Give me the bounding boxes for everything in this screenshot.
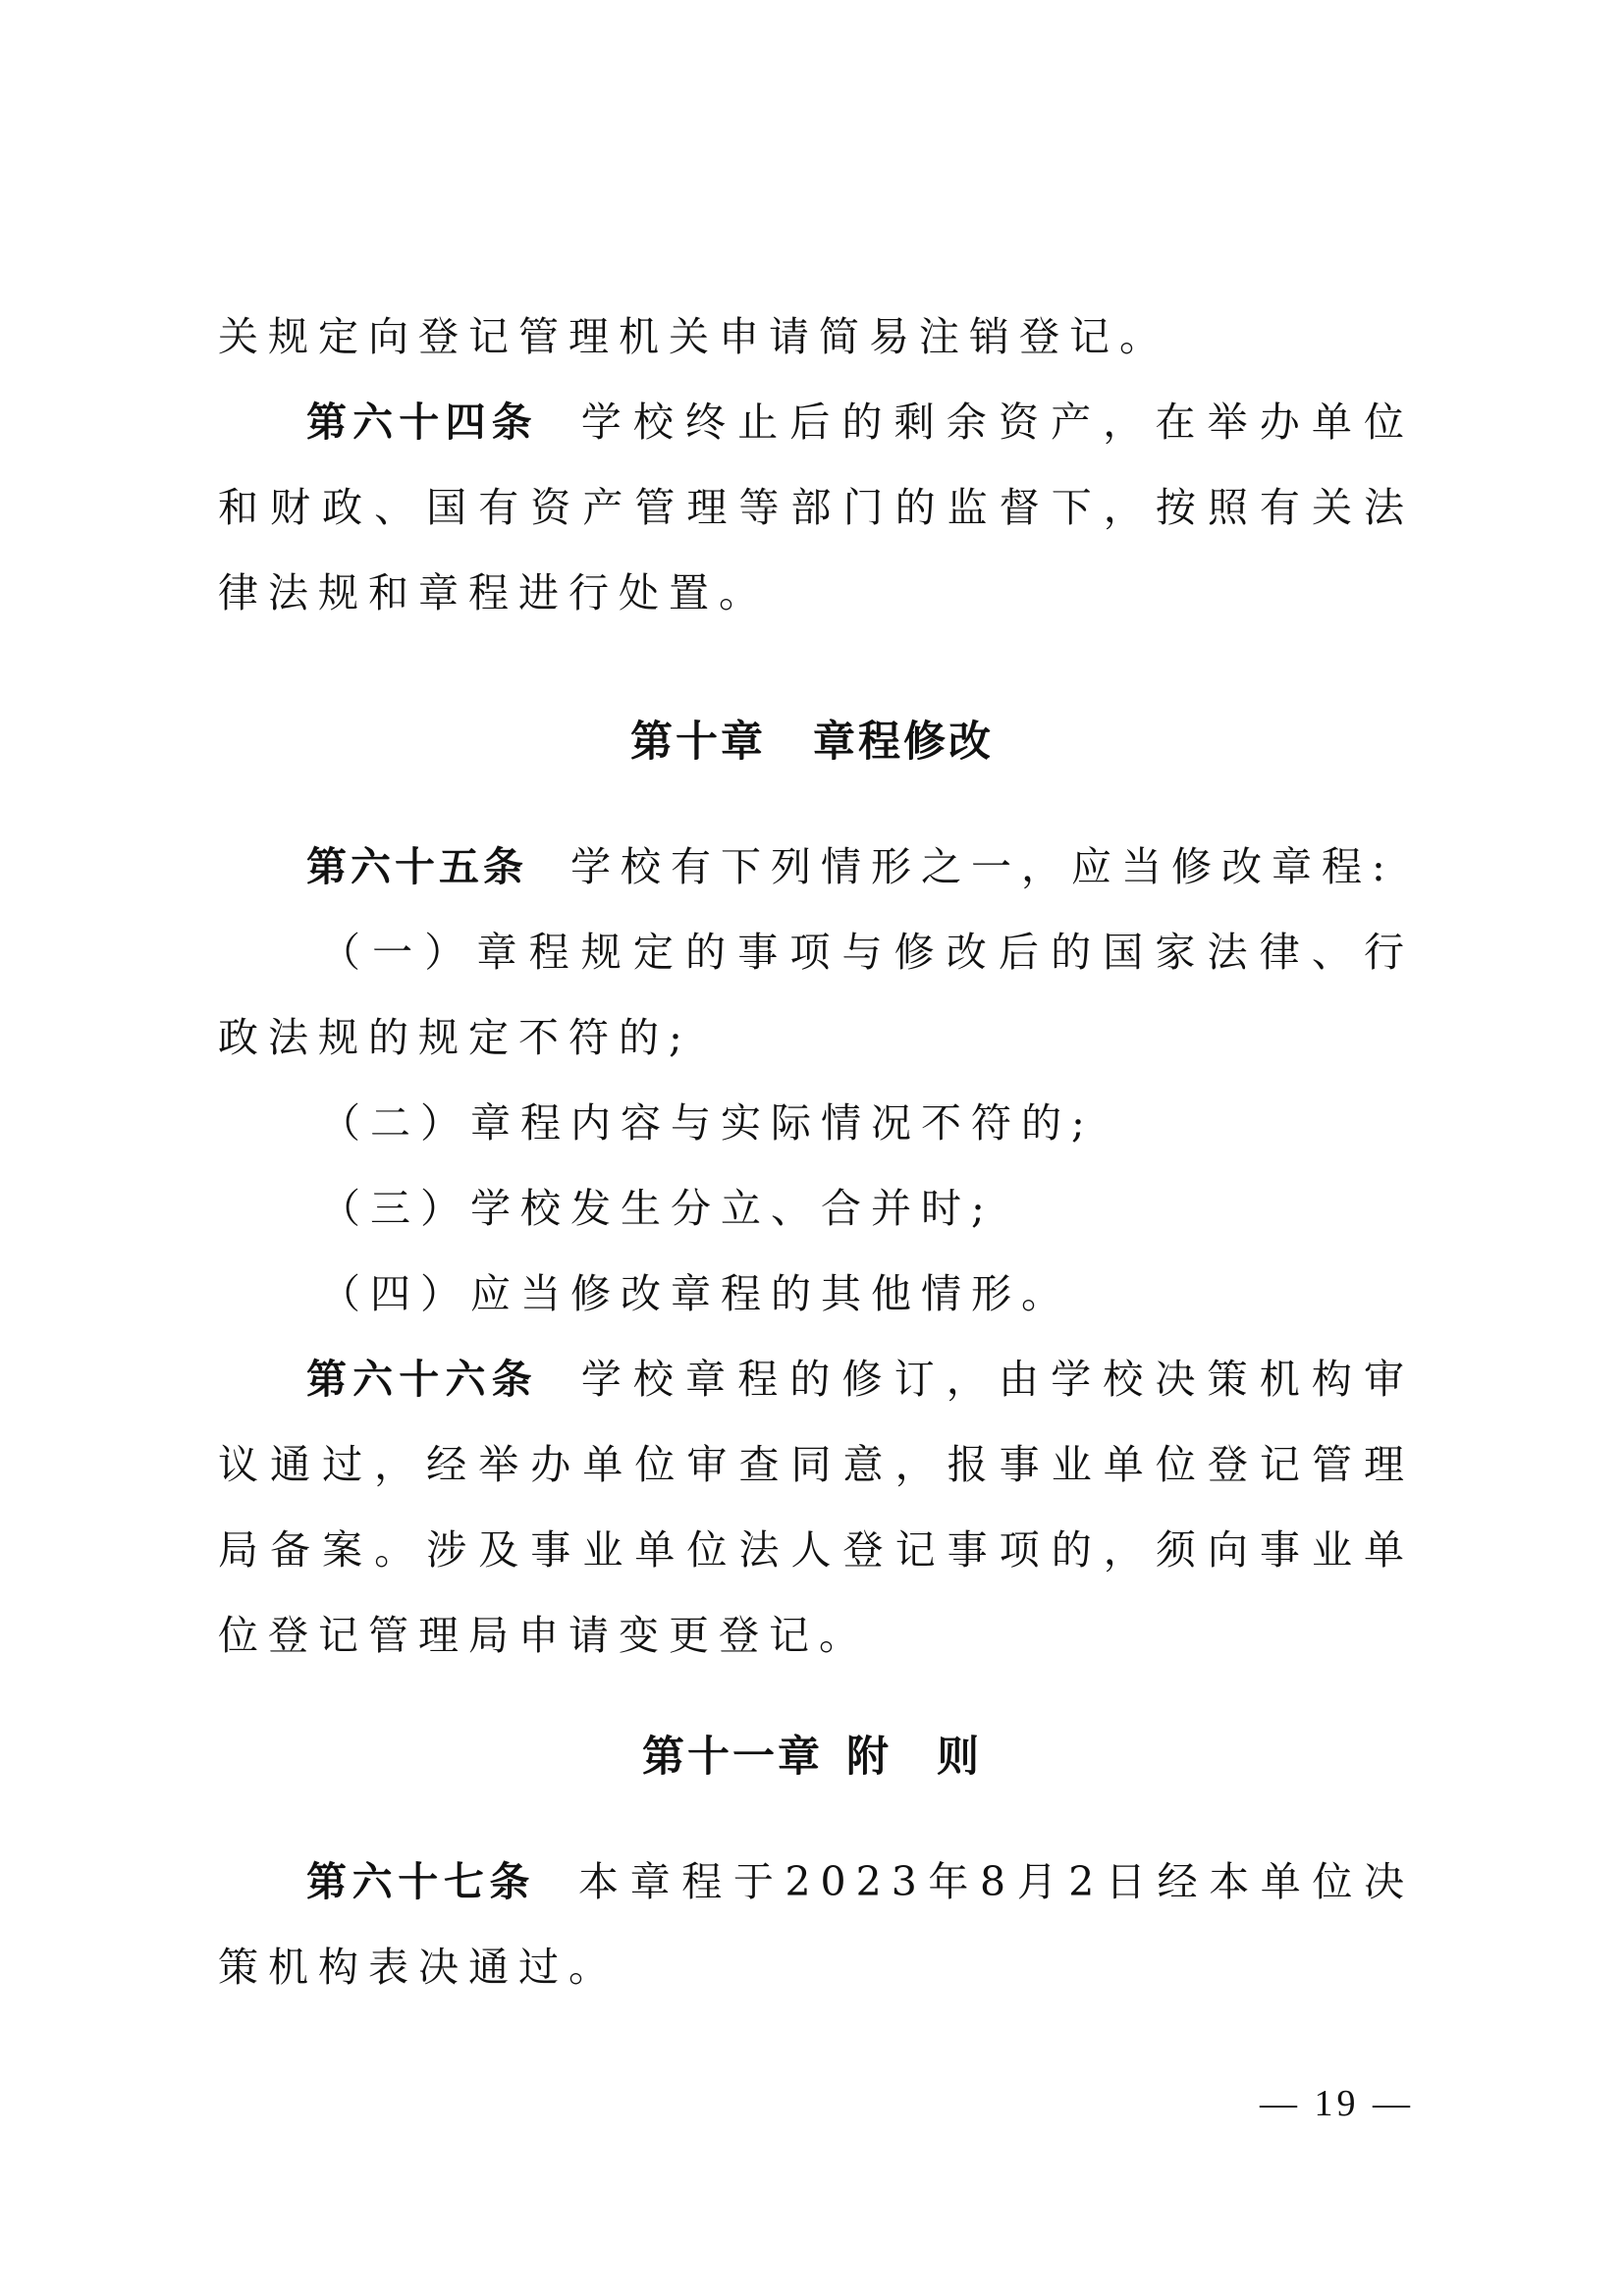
chapter-10-heading: [0, 713, 1624, 772]
article-67-label: 第六十七条: [306, 1858, 536, 1905]
chapter-11-heading: [0, 1728, 1624, 1787]
article-67-text: 本章程于2023年8月2日经本单位决策机构表决通过。: [218, 1858, 1415, 1991]
chapter-10-title: 章程修改: [813, 718, 994, 767]
article-65-item-3: （三）学校发生分立、合并时;: [320, 1185, 995, 1232]
article-64: [218, 380, 1414, 636]
article-65-text: 学校有下列情形之一，应当修改章程:: [570, 843, 1395, 890]
page-number: — 19 —: [1260, 2083, 1414, 2124]
article-67: [218, 1840, 1414, 2010]
article-65-item-4: （四）应当修改章程的其他情形。: [320, 1270, 1071, 1317]
article-65-label: 第六十五条: [306, 843, 527, 890]
article-64-text: 学校终止后的剩余资产，在举办单位和财政、国有资产管理等部门的监督下，按照有关法律法规和章程进行处置。: [218, 399, 1414, 616]
chapter-10-number: 第十章: [630, 718, 766, 767]
article-64-label: 第六十四条: [306, 399, 538, 446]
article-65: [218, 825, 1414, 910]
article-66-label: 第六十六条: [306, 1356, 538, 1403]
article-65-item-2: （二）章程内容与实际情况不符的;: [320, 1099, 1095, 1147]
chapter-11-number: 第十一章: [642, 1733, 823, 1782]
article-66: [218, 1337, 1414, 1679]
article-65-item-1: （一）章程规定的事项与修改后的国家法律、行政法规的规定不符的;: [218, 929, 1414, 1061]
article-66-text: 学校章程的修订，由学校决策机构审议通过，经举办单位审查同意，报事业单位登记管理局备案。涉及事业单位法人登记事项的，须向事业单位登记管理局申请变更登记。: [218, 1356, 1414, 1659]
continuation-paragraph: 关规定向登记管理机关申请简易注销登记。: [218, 313, 1169, 360]
chapter-11-title: 附 则: [846, 1733, 982, 1782]
